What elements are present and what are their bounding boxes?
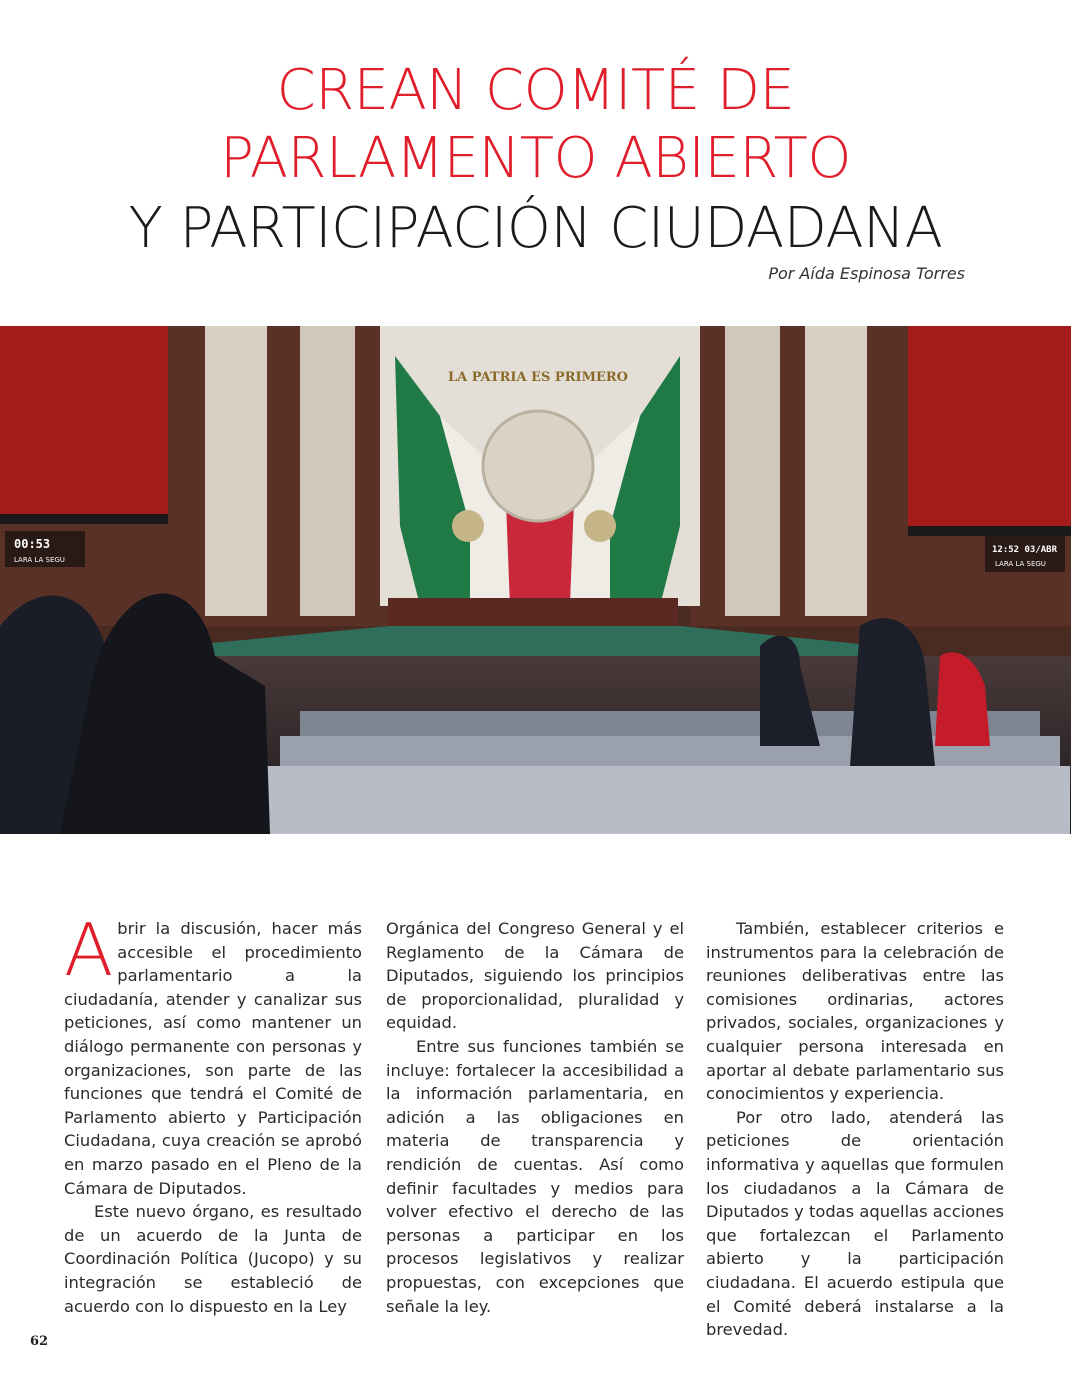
paragraph: Por otro lado, atenderá las peticiones de orientación informativa y aquellas que formulen los ciudadanos a la Cámara de Diputados y todas aquellas acciones que fortalezcan el Parlamento abierto y la participación ciudadana. El acuerdo estipula que el Comité deberá instalarse a la brevedad.	[706, 1107, 1004, 1340]
paragraph: Abrir la discusión, hacer más accesible el procedimiento parlamentario a la ciudadanía, atender y canalizar sus peticiones, así como mantener un diálogo permanente con personas y organizaciones, son parte de las funciones que tendrá el Comité de Parlamento abierto y Participación Ciudadana, cuya creación se aprobó en marzo pasado en el Pleno de la Cámara de Diputados.	[64, 908, 362, 1198]
clock-right-label: LARA LA SEGU	[995, 560, 1046, 568]
headline-line-1: CREAN COMITÉ DE	[276, 58, 795, 123]
paragraph: Orgánica del Congreso General y el Reglamento de la Cámara de Diputados, siguiendo los principios de proporcionalidad, pluralidad y equidad.	[386, 919, 684, 1033]
paragraph: Entre sus funciones también se incluye: fortalecer la accesibilidad a la información parlamentaria, en adición a las obligaciones en materia de transparencia y rendición de cuentas. Así como definir facultades y medios para volver efectivo el derecho de las personas a participar en los procesos legislativos y realizar propuestas, con excepciones que señale la ley.	[386, 1036, 684, 1316]
article-column-1	[64, 908, 362, 1318]
byline: Por Aída Espinosa Torres	[768, 264, 965, 283]
page-number: 62	[30, 1334, 49, 1349]
coat-of-arms	[483, 411, 593, 521]
article-column-3	[706, 917, 1004, 1342]
chamber-photo	[0, 326, 1071, 834]
headline-line-2: PARLAMENTO ABIERTO	[220, 126, 851, 191]
vote-board-right	[908, 326, 1071, 526]
drop-cap: A	[64, 908, 114, 992]
clock-right: 12:52 03/ABR	[992, 545, 1058, 555]
clock-left-label: LARA LA SEGU	[14, 556, 65, 564]
headline-line-3: Y PARTICIPACIÓN CIUDADANA	[128, 196, 943, 261]
clock-left: 00:53	[14, 537, 51, 551]
article-column-2	[386, 917, 684, 1318]
vote-board-left	[0, 326, 168, 514]
paragraph: Este nuevo órgano, es resultado de un acuerdo de la Junta de Coordinación Política (Jucopo) y su integración se estableció de acuerdo con lo dispuesto en la Ley	[64, 1202, 362, 1316]
paragraph: También, establecer criterios e instrumentos para la celebración de reuniones deliberativas entre las comisiones ordinarias, actores privados, sociales, organizaciones y cualquier persona interesada en aportar al debate parlamentario sus conocimientos y experiencia.	[706, 919, 1004, 1104]
chamber-banner-text: LA PATRIA ES PRIMERO	[447, 370, 629, 385]
